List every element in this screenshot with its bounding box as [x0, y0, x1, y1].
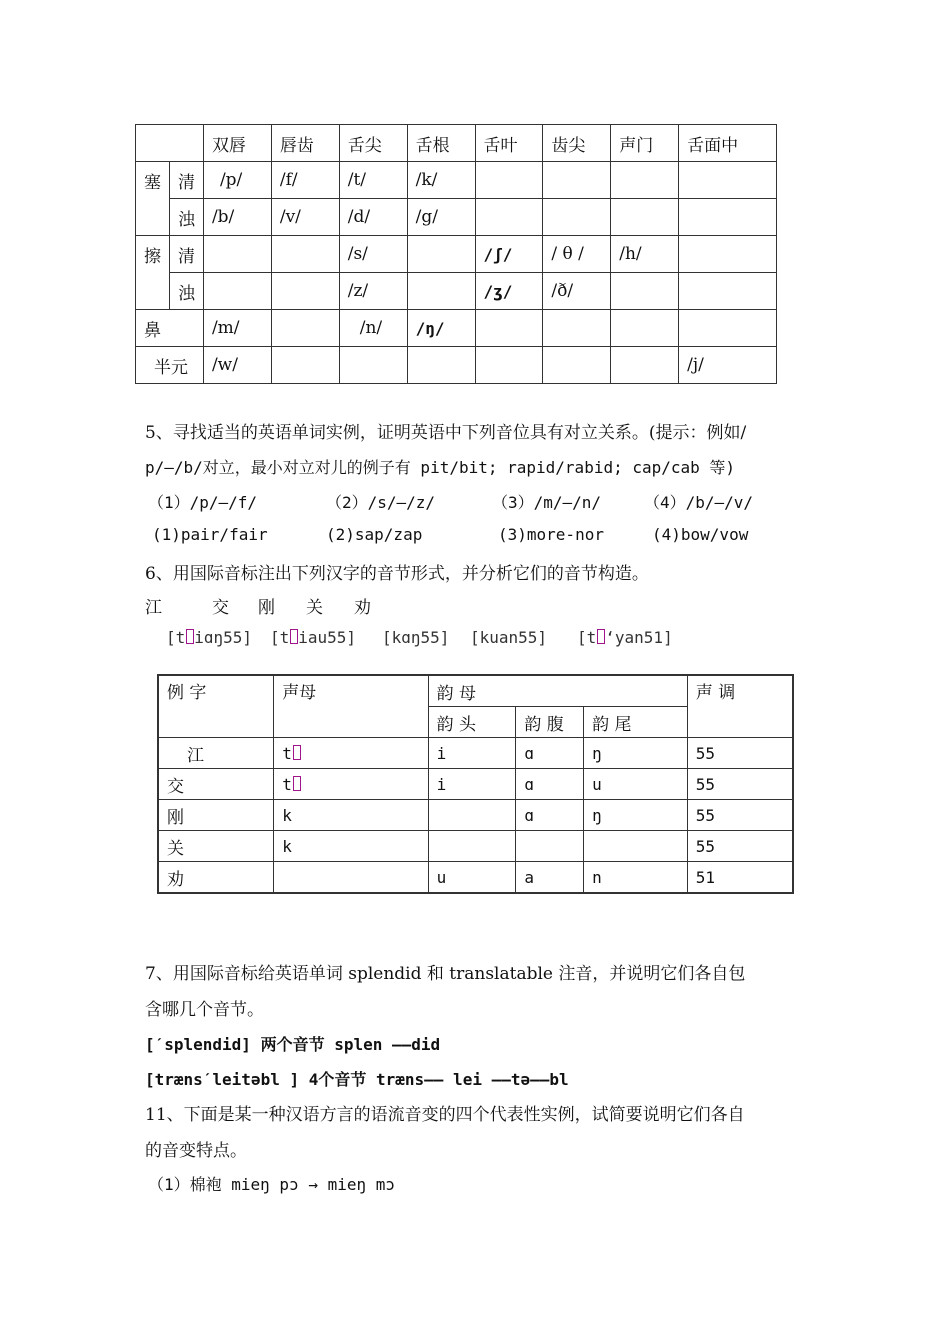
- q5-pair-2: （2）/s/—/z/: [326, 493, 436, 512]
- transcription-5: [t ‘yan51]: [577, 628, 673, 647]
- header-final: 韵 母: [428, 675, 687, 707]
- table-cell: /s/: [339, 236, 407, 273]
- table-cell: / θ /: [543, 236, 611, 273]
- q5-line1: 5、寻找适当的英语单词实例，证明英语中下列音位具有对立关系。(提示：例如/: [145, 423, 747, 443]
- q6-char-1: 江: [145, 598, 162, 618]
- q5-pair-3: （3）/m/—/n/: [492, 493, 602, 512]
- header-cell: 舌根: [407, 125, 475, 162]
- table-cell: /n/: [339, 310, 407, 347]
- q11-line1: 11、下面是某一种汉语方言的语流音变的四个代表性实例，试简要说明它们各自: [145, 1105, 745, 1125]
- q6-char-2: 交: [212, 598, 229, 618]
- consonant-table: [135, 124, 777, 384]
- voicing-cell: 清: [169, 162, 203, 199]
- header-cell: 齿尖: [543, 125, 611, 162]
- header-tone: 声 调: [687, 675, 793, 738]
- table-row: [136, 199, 777, 236]
- q5-pair-1: （1）/p/—/f/: [148, 493, 258, 512]
- table-cell: /t/: [339, 162, 407, 199]
- table-row: 劝 u a n 51: [158, 862, 793, 894]
- table-cell: /m/: [203, 310, 271, 347]
- table-cell: /v/: [271, 199, 339, 236]
- header-cell: 舌面中: [679, 125, 777, 162]
- header-cell: 舌尖: [339, 125, 407, 162]
- table-cell: /z/: [339, 273, 407, 310]
- q7-line2: 含哪几个音节。: [145, 1000, 264, 1020]
- header-cell: 唇齿: [271, 125, 339, 162]
- q6-char-4: 关: [306, 598, 323, 618]
- table-row: [136, 273, 777, 310]
- table-cell: /ŋ/: [407, 310, 475, 347]
- missing-glyph-box: [293, 745, 301, 760]
- table-cell: /w/: [203, 347, 271, 384]
- manner-cell: 鼻: [136, 310, 204, 347]
- manner-cell: 塞: [136, 162, 170, 236]
- header-cell: 舌叶: [475, 125, 543, 162]
- transcription-4: [kuan55]: [470, 628, 548, 647]
- subheader-medial: 韵 头: [428, 707, 516, 738]
- q11-example-1: （1）棉袍 mieŋ pɔ → mieŋ mɔ: [148, 1175, 396, 1194]
- table-cell: /k/: [407, 162, 475, 199]
- table-row: 刚 k ɑ ŋ 55: [158, 800, 793, 831]
- subheader-coda: 韵 尾: [584, 707, 688, 738]
- table-cell: /j/: [679, 347, 777, 384]
- manner-cell: 半元: [136, 347, 204, 384]
- table-row: [136, 162, 777, 199]
- q7-answer-1: [ˊsplendid] 两个音节 splen ——did: [145, 1035, 441, 1054]
- table-row: 关 k 55: [158, 831, 793, 862]
- q6-char-5: 劝: [354, 598, 371, 618]
- q6-char-3: 刚: [258, 598, 275, 618]
- voicing-cell: 清: [169, 236, 203, 273]
- table-header-row: [158, 675, 793, 707]
- transcription-2: [t iau55]: [270, 628, 357, 647]
- q5-line2: p/—/b/对立，最小对立对儿的例子有 pit/bit; rapid/rabid; cap/cab 等): [145, 458, 736, 477]
- missing-glyph-box: [293, 776, 301, 791]
- table-cell: /f/: [271, 162, 339, 199]
- manner-cell: 擦: [136, 236, 170, 310]
- table-cell: /p/: [203, 162, 271, 199]
- q5-answer-3: (3)more-nor: [498, 525, 604, 544]
- table-header-row: [136, 125, 777, 162]
- table-row: [136, 347, 777, 384]
- q5-answer-1: (1)pair/fair: [152, 525, 268, 544]
- q5-answer-4: (4)bow/vow: [652, 525, 749, 544]
- transcription-3: [kɑŋ55]: [382, 628, 450, 647]
- table-row: [136, 310, 777, 347]
- table-row: [136, 236, 777, 273]
- subheader-nucleus: 韵 腹: [516, 707, 584, 738]
- q5-pair-4: （4）/b/—/v/: [644, 493, 754, 512]
- table-cell: /g/: [407, 199, 475, 236]
- table-cell: /ʒ/: [475, 273, 543, 310]
- voicing-cell: 浊: [169, 273, 203, 310]
- q11-line2: 的音变特点。: [145, 1141, 247, 1161]
- table-cell: /ð/: [543, 273, 611, 310]
- syllable-table: [157, 674, 794, 894]
- table-row: 交 t i ɑ u 55: [158, 769, 793, 800]
- table-cell: /h/: [611, 236, 679, 273]
- q7-line1: 7、用国际音标给英语单词 splendid 和 translatable 注音，并说明它们各自包: [145, 964, 746, 984]
- q7-answer-2: [trænsˊleitəbl ] 4个音节 træns—— lei ——tə——bl: [145, 1070, 569, 1089]
- header-char: 例 字: [158, 675, 274, 738]
- table-cell: /d/: [339, 199, 407, 236]
- table-row: 江 t i ɑ ŋ 55: [158, 738, 793, 769]
- transcription-1: [t iɑŋ55]: [166, 628, 253, 647]
- header-cell: 声门: [611, 125, 679, 162]
- q5-answer-2: (2)sap/zap: [326, 525, 423, 544]
- voicing-cell: 浊: [169, 199, 203, 236]
- table-cell: /ʃ/: [475, 236, 543, 273]
- header-cell: 双唇: [203, 125, 271, 162]
- q6-line1: 6、用国际音标注出下列汉字的音节形式，并分析它们的音节构造。: [145, 564, 649, 584]
- table-cell: /b/: [203, 199, 271, 236]
- header-initial: 声母: [274, 675, 428, 738]
